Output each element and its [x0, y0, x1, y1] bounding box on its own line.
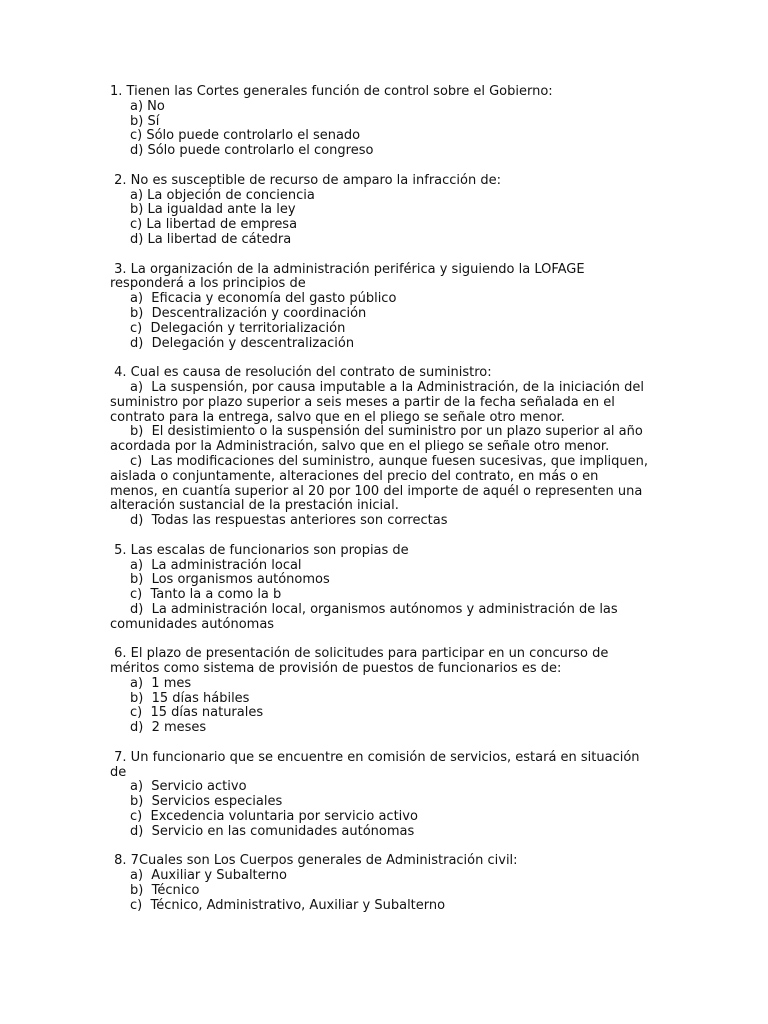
answer-option: c) Las modificaciones del suministro, aunque fuesen sucesivas, que impliquen, aislada o conjuntamente, alteraciones del precio del contrato, en más o en menos, en cuantía superior al 20 por 100 del importe de aquél o representen una alteración sustancial de la prestación inicial. — [110, 453, 653, 514]
question-8 — [110, 854, 650, 913]
answer-option: c) Excedencia voluntaria por servicio activo — [130, 809, 418, 825]
question-text: 6. El plazo de presentación de solicitudes para participar en un concurso de méritos como sistema de provisión de puestos de funcionarios es de: — [110, 646, 613, 677]
answer-option: d) La administración local, organismos autónomos y administración de las comunidades autónomas — [110, 601, 622, 632]
answer-option: d) La libertad de cátedra — [130, 231, 292, 247]
question-5 — [110, 544, 650, 633]
answer-option: c) Tanto la a como la b — [130, 587, 282, 603]
answer-option: d) Todas las respuestas anteriores son correctas — [130, 513, 448, 529]
answer-option: b) Técnico — [130, 883, 200, 899]
answer-option: a) Eficacia y economía del gasto público — [130, 291, 397, 307]
answer-option: b) Sí — [130, 113, 160, 129]
question-6 — [110, 647, 650, 736]
answer-option: c) Sólo puede controlarlo el senado — [130, 128, 361, 144]
answer-option: a) No — [130, 98, 165, 114]
answer-option: c) Delegación y territorialización — [130, 320, 346, 336]
question-text: 8. 7Cuales son Los Cuerpos generales de Administración civil: — [110, 853, 518, 869]
question-4 — [110, 365, 653, 529]
answer-option: a) Servicio activo — [130, 779, 247, 795]
answer-option: a) La suspensión, por causa imputable a la Administración, de la iniciación del suministro por plazo superior a seis meses a partir de la fecha señalada en el contrato para la entrega, salvo que en el pliego se señale otro menor. — [110, 379, 649, 425]
question-2 — [110, 174, 650, 248]
answer-option: a) Auxiliar y Subalterno — [130, 868, 287, 884]
answer-option: c) Técnico, Administrativo, Auxiliar y Subalterno — [130, 897, 446, 913]
answer-option: a) La objeción de conciencia — [130, 187, 315, 203]
question-text: 7. Un funcionario que se encuentre en comisión de servicios, estará en situación de — [110, 749, 644, 780]
answer-option: a) 1 mes — [130, 675, 192, 691]
answer-option: d) Delegación y descentralización — [130, 335, 355, 351]
question-text: 4. Cual es causa de resolución del contrato de suministro: — [110, 365, 492, 381]
question-text: 5. Las escalas de funcionarios son propias de — [110, 542, 409, 558]
answer-option: b) Los organismos autónomos — [130, 572, 330, 588]
answer-option: b) La igualdad ante la ley — [130, 202, 296, 218]
answer-option: b) El desistimiento o la suspensión del suministro por un plazo superior al año acordada por la Administración, salvo que en el pliego se señale otro menor. — [110, 424, 647, 455]
answer-option: b) Descentralización y coordinación — [130, 305, 367, 321]
answer-option: b) 15 días hábiles — [130, 690, 250, 706]
question-text: 1. Tienen las Cortes generales función de control sobre el Gobierno: — [110, 84, 553, 99]
question-3 — [110, 263, 650, 352]
question-text: 3. La organización de la administración periférica y siguiendo la LOFAGE responderá a los principios de — [110, 261, 589, 292]
question-list — [110, 84, 653, 928]
answer-option: d) Sólo puede controlarlo el congreso — [130, 143, 374, 159]
answer-option: c) 15 días naturales — [130, 705, 264, 721]
answer-option: d) Servicio en las comunidades autónomas — [130, 823, 415, 839]
question-1 — [110, 85, 650, 159]
answer-option: d) 2 meses — [130, 720, 207, 736]
answer-option: b) Servicios especiales — [130, 794, 283, 810]
answer-option: c) La libertad de empresa — [130, 217, 298, 233]
answer-option: a) La administración local — [130, 557, 302, 573]
question-text: 2. No es susceptible de recurso de amparo la infracción de: — [110, 172, 501, 188]
question-7 — [110, 751, 650, 840]
